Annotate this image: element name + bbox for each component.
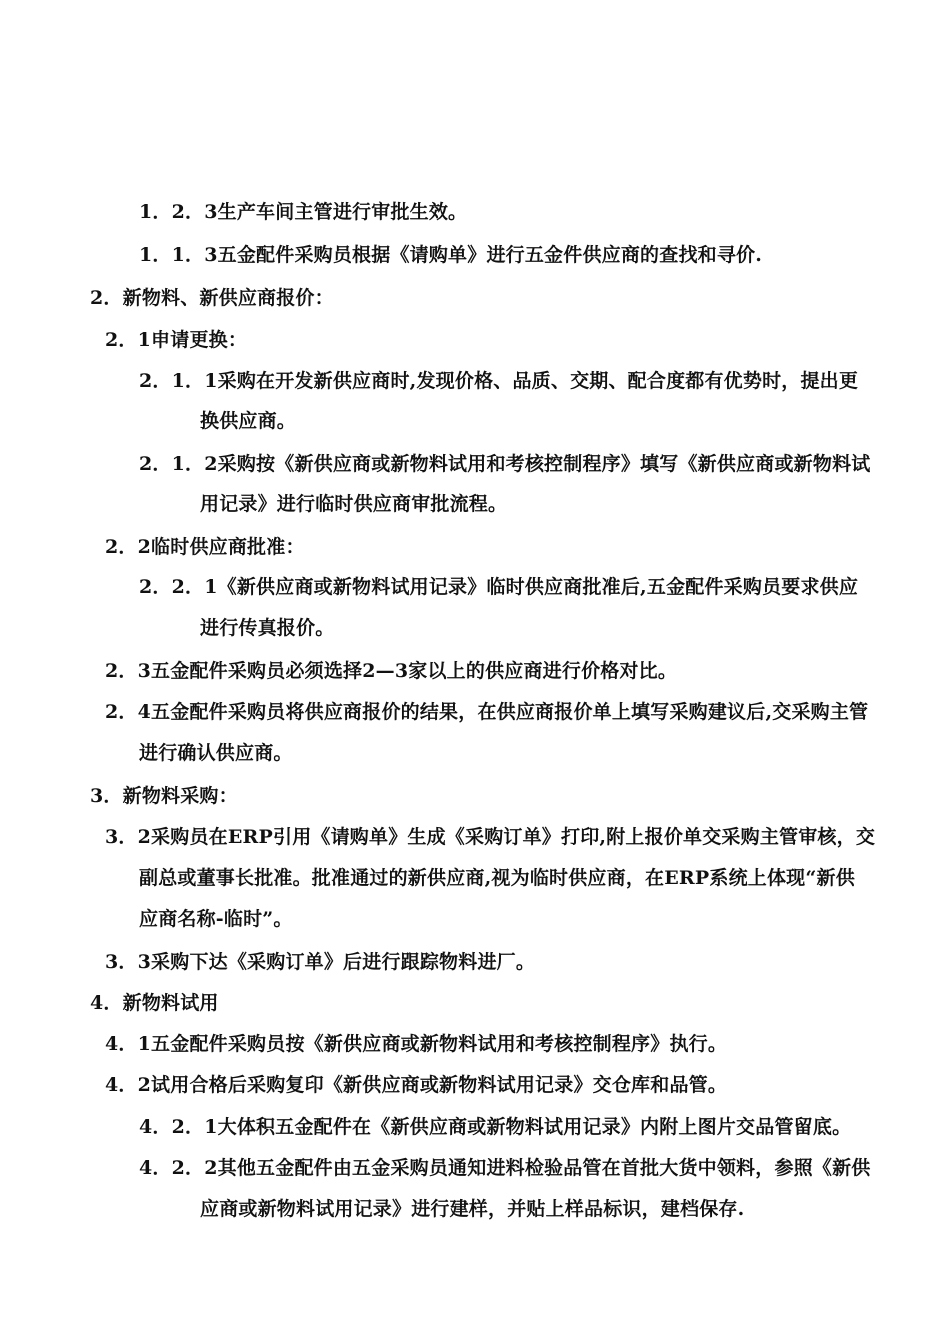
subsection-4-1: 4．1五金配件采购员按《新供应商或新物料试用和考核控制程序》执行。 [105, 1033, 728, 1055]
text-line-2-1-2a: 2．1．2采购按《新供应商或新物料试用和考核控制程序》填写《新供应商或新物料试 [139, 453, 871, 475]
text-line-2-2-1b: 进行传真报价。 [200, 617, 335, 639]
text-line-4-2-1: 4．2．1大体积五金配件在《新供应商或新物料试用记录》内附上图片交品管留底。 [139, 1116, 852, 1138]
subsection-2-4b: 进行确认供应商。 [139, 742, 293, 764]
section-heading-4: 4．新物料试用 [90, 992, 219, 1014]
text-line-4-2-2b: 应商或新物料试用记录》进行建样，并贴上样品标识，建档保存. [200, 1198, 745, 1220]
subsection-3-2c: 应商名称-临时”。 [139, 908, 293, 930]
section-heading-3: 3．新物料采购： [90, 785, 238, 807]
subsection-3-3: 3．3采购下达《采购订单》后进行跟踪物料进厂。 [105, 951, 536, 973]
text-line-1: 1．2．3生产车间主管进行审批生效。 [139, 201, 468, 223]
text-line-4-2-2a: 4．2．2其他五金配件由五金采购员通知进料检验品管在首批大货中领料，参照《新供 [139, 1157, 871, 1179]
text-line-2-1-1a: 2．1．1采购在开发新供应商时,发现价格、品质、交期、配合度都有优势时，提出更 [139, 370, 859, 392]
text-line-2: 1．1．3五金配件采购员根据《请购单》进行五金件供应商的查找和寻价. [139, 244, 763, 266]
subsection-2-1: 2．1申请更换： [105, 329, 248, 351]
subsection-4-2: 4．2试用合格后采购复印《新供应商或新物料试用记录》交仓库和品管。 [105, 1074, 728, 1096]
text-line-2-1-2b: 用记录》进行临时供应商审批流程。 [200, 493, 508, 515]
section-heading-2: 2．新物料、新供应商报价： [90, 287, 334, 309]
subsection-2-2: 2．2临时供应商批准： [105, 536, 305, 558]
subsection-3-2b: 副总或董事长批准。批准通过的新供应商,视为临时供应商，在ERP系统上体现“新供 [139, 867, 855, 889]
text-line-2-1-1b: 换供应商。 [200, 410, 297, 432]
text-line-2-2-1a: 2．2．1《新供应商或新物料试用记录》临时供应商批准后,五金配件采购员要求供应 [139, 576, 859, 598]
subsection-2-3: 2．3五金配件采购员必须选择2—3家以上的供应商进行价格对比。 [105, 660, 678, 682]
subsection-3-2a: 3．2采购员在ERP引用《请购单》生成《采购订单》打印,附上报价单交采购主管审核，交 [105, 826, 876, 848]
subsection-2-4a: 2．4五金配件采购员将供应商报价的结果，在供应商报价单上填写采购建议后,交采购主管 [105, 701, 869, 723]
